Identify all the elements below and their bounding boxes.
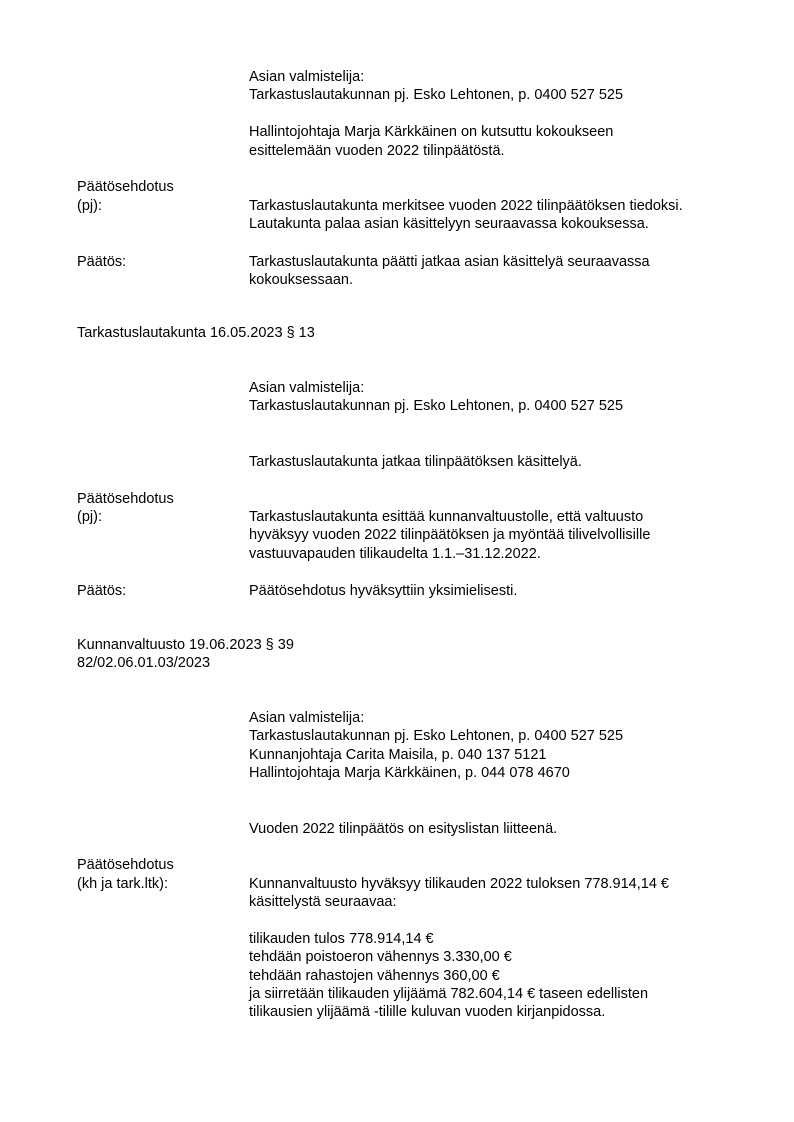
- proposal-label: Päätösehdotus: [77, 179, 174, 195]
- list-item: tehdään rahastojen vähennys 360,00 €: [249, 968, 500, 984]
- body-text: Vuoden 2022 tilinpäätös on esityslistan liitteenä.: [249, 821, 558, 837]
- proposal-text: Tarkastuslautakunta merkitsee vuoden 2022 tilinpäätöksen tiedoksi.: [249, 198, 683, 214]
- body-text: Hallintojohtaja Marja Kärkkäinen on kutsuttu kokoukseen: [249, 124, 614, 140]
- preparer-line: Hallintojohtaja Marja Kärkkäinen, p. 044 078 4670: [249, 765, 570, 781]
- decision-label: Päätös:: [77, 254, 127, 270]
- proposal-label-sub: (kh ja tark.ltk):: [77, 876, 169, 892]
- list-item: tilikauden tulos 778.914,14 €: [249, 931, 434, 947]
- proposal-label: Päätösehdotus: [77, 491, 174, 507]
- proposal-text: käsittelystä seuraavaa:: [249, 894, 397, 910]
- decision-text: Tarkastuslautakunta päätti jatkaa asian käsittelyä seuraavassa: [249, 254, 650, 270]
- preparer-line: Tarkastuslautakunnan pj. Esko Lehtonen, p. 0400 527 525: [249, 87, 624, 103]
- proposal-label-sub: (pj):: [77, 198, 102, 214]
- decision-label: Päätös:: [77, 583, 127, 599]
- preparer-line: Kunnanjohtaja Carita Maisila, p. 040 137 5121: [249, 747, 547, 763]
- section-heading: Tarkastuslautakunta 16.05.2023 § 13: [77, 325, 315, 341]
- preparer-label: Asian valmistelija:: [249, 380, 365, 396]
- body-text: esittelemään vuoden 2022 tilinpäätöstä.: [249, 143, 505, 159]
- list-item: ja siirretään tilikauden ylijäämä 782.604,14 € taseen edellisten: [249, 986, 649, 1002]
- proposal-label: Päätösehdotus: [77, 857, 174, 873]
- preparer-label: Asian valmistelija:: [249, 710, 365, 726]
- preparer-line: Tarkastuslautakunnan pj. Esko Lehtonen, p. 0400 527 525: [249, 728, 624, 744]
- list-item: tilikausien ylijäämä -tilille kuluvan vuoden kirjanpidossa.: [249, 1004, 606, 1020]
- preparer-label: Asian valmistelija:: [249, 69, 365, 85]
- proposal-label-sub: (pj):: [77, 509, 102, 525]
- proposal-text: vastuuvapauden tilikaudelta 1.1.–31.12.2022.: [249, 546, 541, 562]
- preparer-line: Tarkastuslautakunnan pj. Esko Lehtonen, p. 0400 527 525: [249, 398, 624, 414]
- reference-number: 82/02.06.01.03/2023: [77, 655, 211, 671]
- proposal-text: hyväksyy vuoden 2022 tilinpäätöksen ja myöntää tilivelvollisille: [249, 527, 651, 543]
- body-text: Tarkastuslautakunta jatkaa tilinpäätöksen käsittelyä.: [249, 454, 582, 470]
- section-heading: Kunnanvaltuusto 19.06.2023 § 39: [77, 637, 294, 653]
- decision-text: Päätösehdotus hyväksyttiin yksimielisesti.: [249, 583, 518, 599]
- list-item: tehdään poistoeron vähennys 3.330,00 €: [249, 949, 512, 965]
- decision-text: kokouksessaan.: [249, 272, 353, 288]
- proposal-text: Lautakunta palaa asian käsittelyyn seuraavassa kokouksessa.: [249, 216, 649, 232]
- proposal-text: Kunnanvaltuusto hyväksyy tilikauden 2022 tuloksen 778.914,14 €: [249, 876, 669, 892]
- proposal-text: Tarkastuslautakunta esittää kunnanvaltuustolle, että valtuusto: [249, 509, 644, 525]
